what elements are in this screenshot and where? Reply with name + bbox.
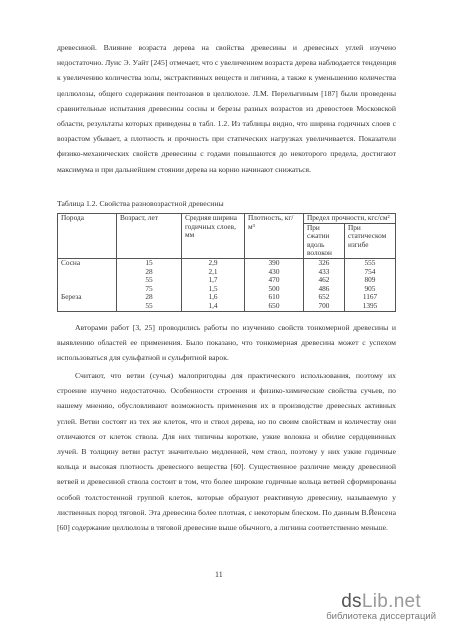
table-row: [58, 285, 396, 294]
cell-bending: 809: [344, 276, 395, 285]
watermark-subtitle: библиотека диссертаций: [326, 611, 436, 622]
cell-species: Сосна: [58, 258, 117, 267]
table-caption: Таблица 1.2. Свойства разновозрастной древесины: [57, 199, 224, 208]
cell-age: 28: [117, 293, 182, 302]
cell-bending: 905: [344, 285, 395, 294]
cell-compression: 700: [304, 302, 345, 311]
watermark-prefix: ds: [341, 591, 362, 612]
cell-bending: 555: [344, 258, 395, 267]
cell-ring: 1,5: [182, 285, 245, 294]
header-species: Порода: [58, 214, 117, 259]
cell-bending: 1395: [344, 302, 395, 311]
header-strength: Предел прочности, кгс/см²: [304, 214, 396, 224]
cell-ring: 1,7: [182, 276, 245, 285]
header-compression: При сжатии вдоль волокон: [304, 223, 345, 258]
cell-density: 650: [245, 302, 304, 311]
cell-density: 390: [245, 258, 304, 267]
watermark-logo: [326, 591, 436, 622]
header-ring-width: Средняя ширина годичных слоев, мм: [182, 214, 245, 259]
header-density: Плотность, кг/м³: [245, 214, 304, 259]
cell-compression: 326: [304, 258, 345, 267]
cell-compression: 433: [304, 268, 345, 277]
cell-compression: 652: [304, 293, 345, 302]
table-row: [58, 302, 396, 311]
cell-age: 15: [117, 258, 182, 267]
cell-age: 75: [117, 285, 182, 294]
cell-compression: 486: [304, 285, 345, 294]
cell-age: 55: [117, 276, 182, 285]
table-row: [58, 258, 396, 267]
paragraph-3: [57, 368, 396, 535]
cell-species: Береза: [58, 293, 117, 302]
cell-density: 430: [245, 268, 304, 277]
cell-density: 470: [245, 276, 304, 285]
cell-ring: 2,9: [182, 258, 245, 267]
header-bending: При статическом изгибе: [344, 223, 395, 258]
cell-age: 28: [117, 268, 182, 277]
paragraph-2-text: Авторами работ [3, 25] проводились работы по изучению свойств тонкомерной древесины и выявлению областей ее применения. Было показано, что тонкомерная древесина может с успехом использоваться для сульфатной и сульфитной варок.: [57, 323, 396, 363]
cell-bending: 1167: [344, 293, 395, 302]
cell-bending: 754: [344, 268, 395, 277]
cell-density: 610: [245, 293, 304, 302]
paragraph-2: [57, 320, 396, 366]
cell-ring: 1,4: [182, 302, 245, 311]
cell-compression: 462: [304, 276, 345, 285]
cell-ring: 1,6: [182, 293, 245, 302]
cell-density: 500: [245, 285, 304, 294]
watermark-main: Lib.net: [361, 591, 422, 612]
table-row: [58, 293, 396, 302]
table-row: [58, 276, 396, 285]
paragraph-3-text: Считают, что ветви (сучья) малопригодны для практического использования, поэтому их строение изучено недостаточно. Особенности строения и физико-химические свойства сучьев, по нашему мнению, обусловливают возможность применения их в производстве древесных активных углей. Ветви состоят из тех же клеток, что и ствол дерева, но по своим свойствам и количеству они отличаются от клеток ствола. Для них типичны короткие, узкие волокна и обилие сердцевинных лучей. В толщину ветви растут значительно медленней, чем ствол, поэтому у них узкие годичные кольца и высокая плотность древесного вещества [60]. Существенное различие между древесиной ветвей и древесиной ствола состоит в том, что более широкие годичные кольца ветвей сформированы особой толстостенной группой клеток, которые образуют реактивную древесину, называемую у лиственных пород тяговой. Эта древесина более плотная, с некоторым блеском. По данным В.Йенсена [60] содержание целлюлозы в тяговой древесине выше обычного, а лигнина соответственно меньше.: [57, 371, 396, 533]
cell-species: [58, 276, 117, 285]
table-row: [58, 268, 396, 277]
cell-species: [58, 268, 117, 277]
cell-species: [58, 302, 117, 311]
properties-table: [57, 213, 396, 312]
header-age: Возраст, лет: [117, 214, 182, 259]
cell-ring: 2,1: [182, 268, 245, 277]
cell-age: 55: [117, 302, 182, 311]
paragraph-1: древесиной. Влияние возраста дерева на свойства древесины и древесных углей изучено недостаточно. Луис Э. Уайт [245] отмечает, что с увеличением возраста дерева наблюдается тенденция к увеличению количества золы, экстрактивных веществ и лигнина, а также к уменьшению количества целлюлозы, общего содержания пентозанов в целлюлозе. Л.М. Перелыгиным [187] были проведены сравнительные испытания древесины сосны и березы разных возрастов из древостоев Московской области, результаты которых приведены в табл. 1.2. Из таблицы видно, что ширина годичных слоев с возрастом убывает, а плотность и прочность при статических нагрузках увеличивается. Показатели физико-механических свойств древесины с годами повышаются до некоторого предела, достигают максимума и при дальнейшем стоянии дерева на корню начинают снижаться.: [57, 43, 396, 174]
page-number: 11: [215, 570, 223, 579]
